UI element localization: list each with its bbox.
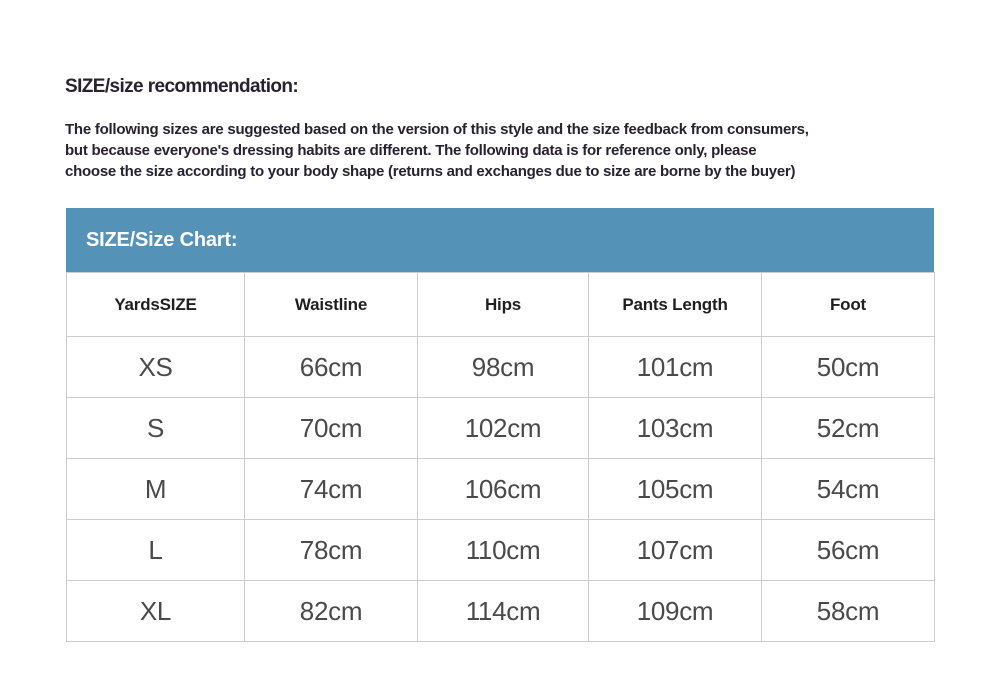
table-row <box>67 520 935 581</box>
column-header-yards-size: YardsSIZE <box>67 273 245 337</box>
column-header-foot: Foot <box>762 273 935 337</box>
description-line: choose the size according to your body shape (returns and exchanges due to size are borne by the buyer) <box>65 163 796 180</box>
table-cell: 102cm <box>418 398 589 459</box>
table-cell: 56cm <box>762 520 935 581</box>
table-cell: 70cm <box>245 398 418 459</box>
table-cell: 105cm <box>589 459 762 520</box>
column-header-hips: Hips <box>418 273 589 337</box>
table-cell: 110cm <box>418 520 589 581</box>
description-line: but because everyone's dressing habits are different. The following data is for reference only, please <box>65 142 757 159</box>
table-row <box>67 398 935 459</box>
size-recommendation-text <box>65 119 809 182</box>
table-header-row <box>67 273 935 337</box>
size-chart-title: SIZE/Size Chart: <box>86 228 238 251</box>
table-cell-size: XS <box>67 337 245 398</box>
table-cell: 114cm <box>418 581 589 642</box>
table-cell: 54cm <box>762 459 935 520</box>
table-cell: 74cm <box>245 459 418 520</box>
table-cell-size: S <box>67 398 245 459</box>
table-cell: 103cm <box>589 398 762 459</box>
table-cell: 82cm <box>245 581 418 642</box>
size-recommendation-heading: SIZE/size recommendation: <box>65 76 299 97</box>
table-cell-size: XL <box>67 581 245 642</box>
table-cell: 66cm <box>245 337 418 398</box>
table-row <box>67 337 935 398</box>
table-cell-size: L <box>67 520 245 581</box>
table-row <box>67 581 935 642</box>
table-cell-size: M <box>67 459 245 520</box>
table-cell: 78cm <box>245 520 418 581</box>
table-cell: 50cm <box>762 337 935 398</box>
table-cell: 107cm <box>589 520 762 581</box>
table-cell: 106cm <box>418 459 589 520</box>
table-cell: 98cm <box>418 337 589 398</box>
column-header-waistline: Waistline <box>245 273 418 337</box>
table-row <box>67 459 935 520</box>
table-cell: 52cm <box>762 398 935 459</box>
table-cell: 101cm <box>589 337 762 398</box>
table-cell: 58cm <box>762 581 935 642</box>
column-header-pants-length: Pants Length <box>589 273 762 337</box>
description-line: The following sizes are suggested based on the version of this style and the size feedback from consumers, <box>65 121 809 138</box>
size-chart-table <box>66 272 935 642</box>
table-cell: 109cm <box>589 581 762 642</box>
size-chart-header-bar <box>66 208 934 272</box>
